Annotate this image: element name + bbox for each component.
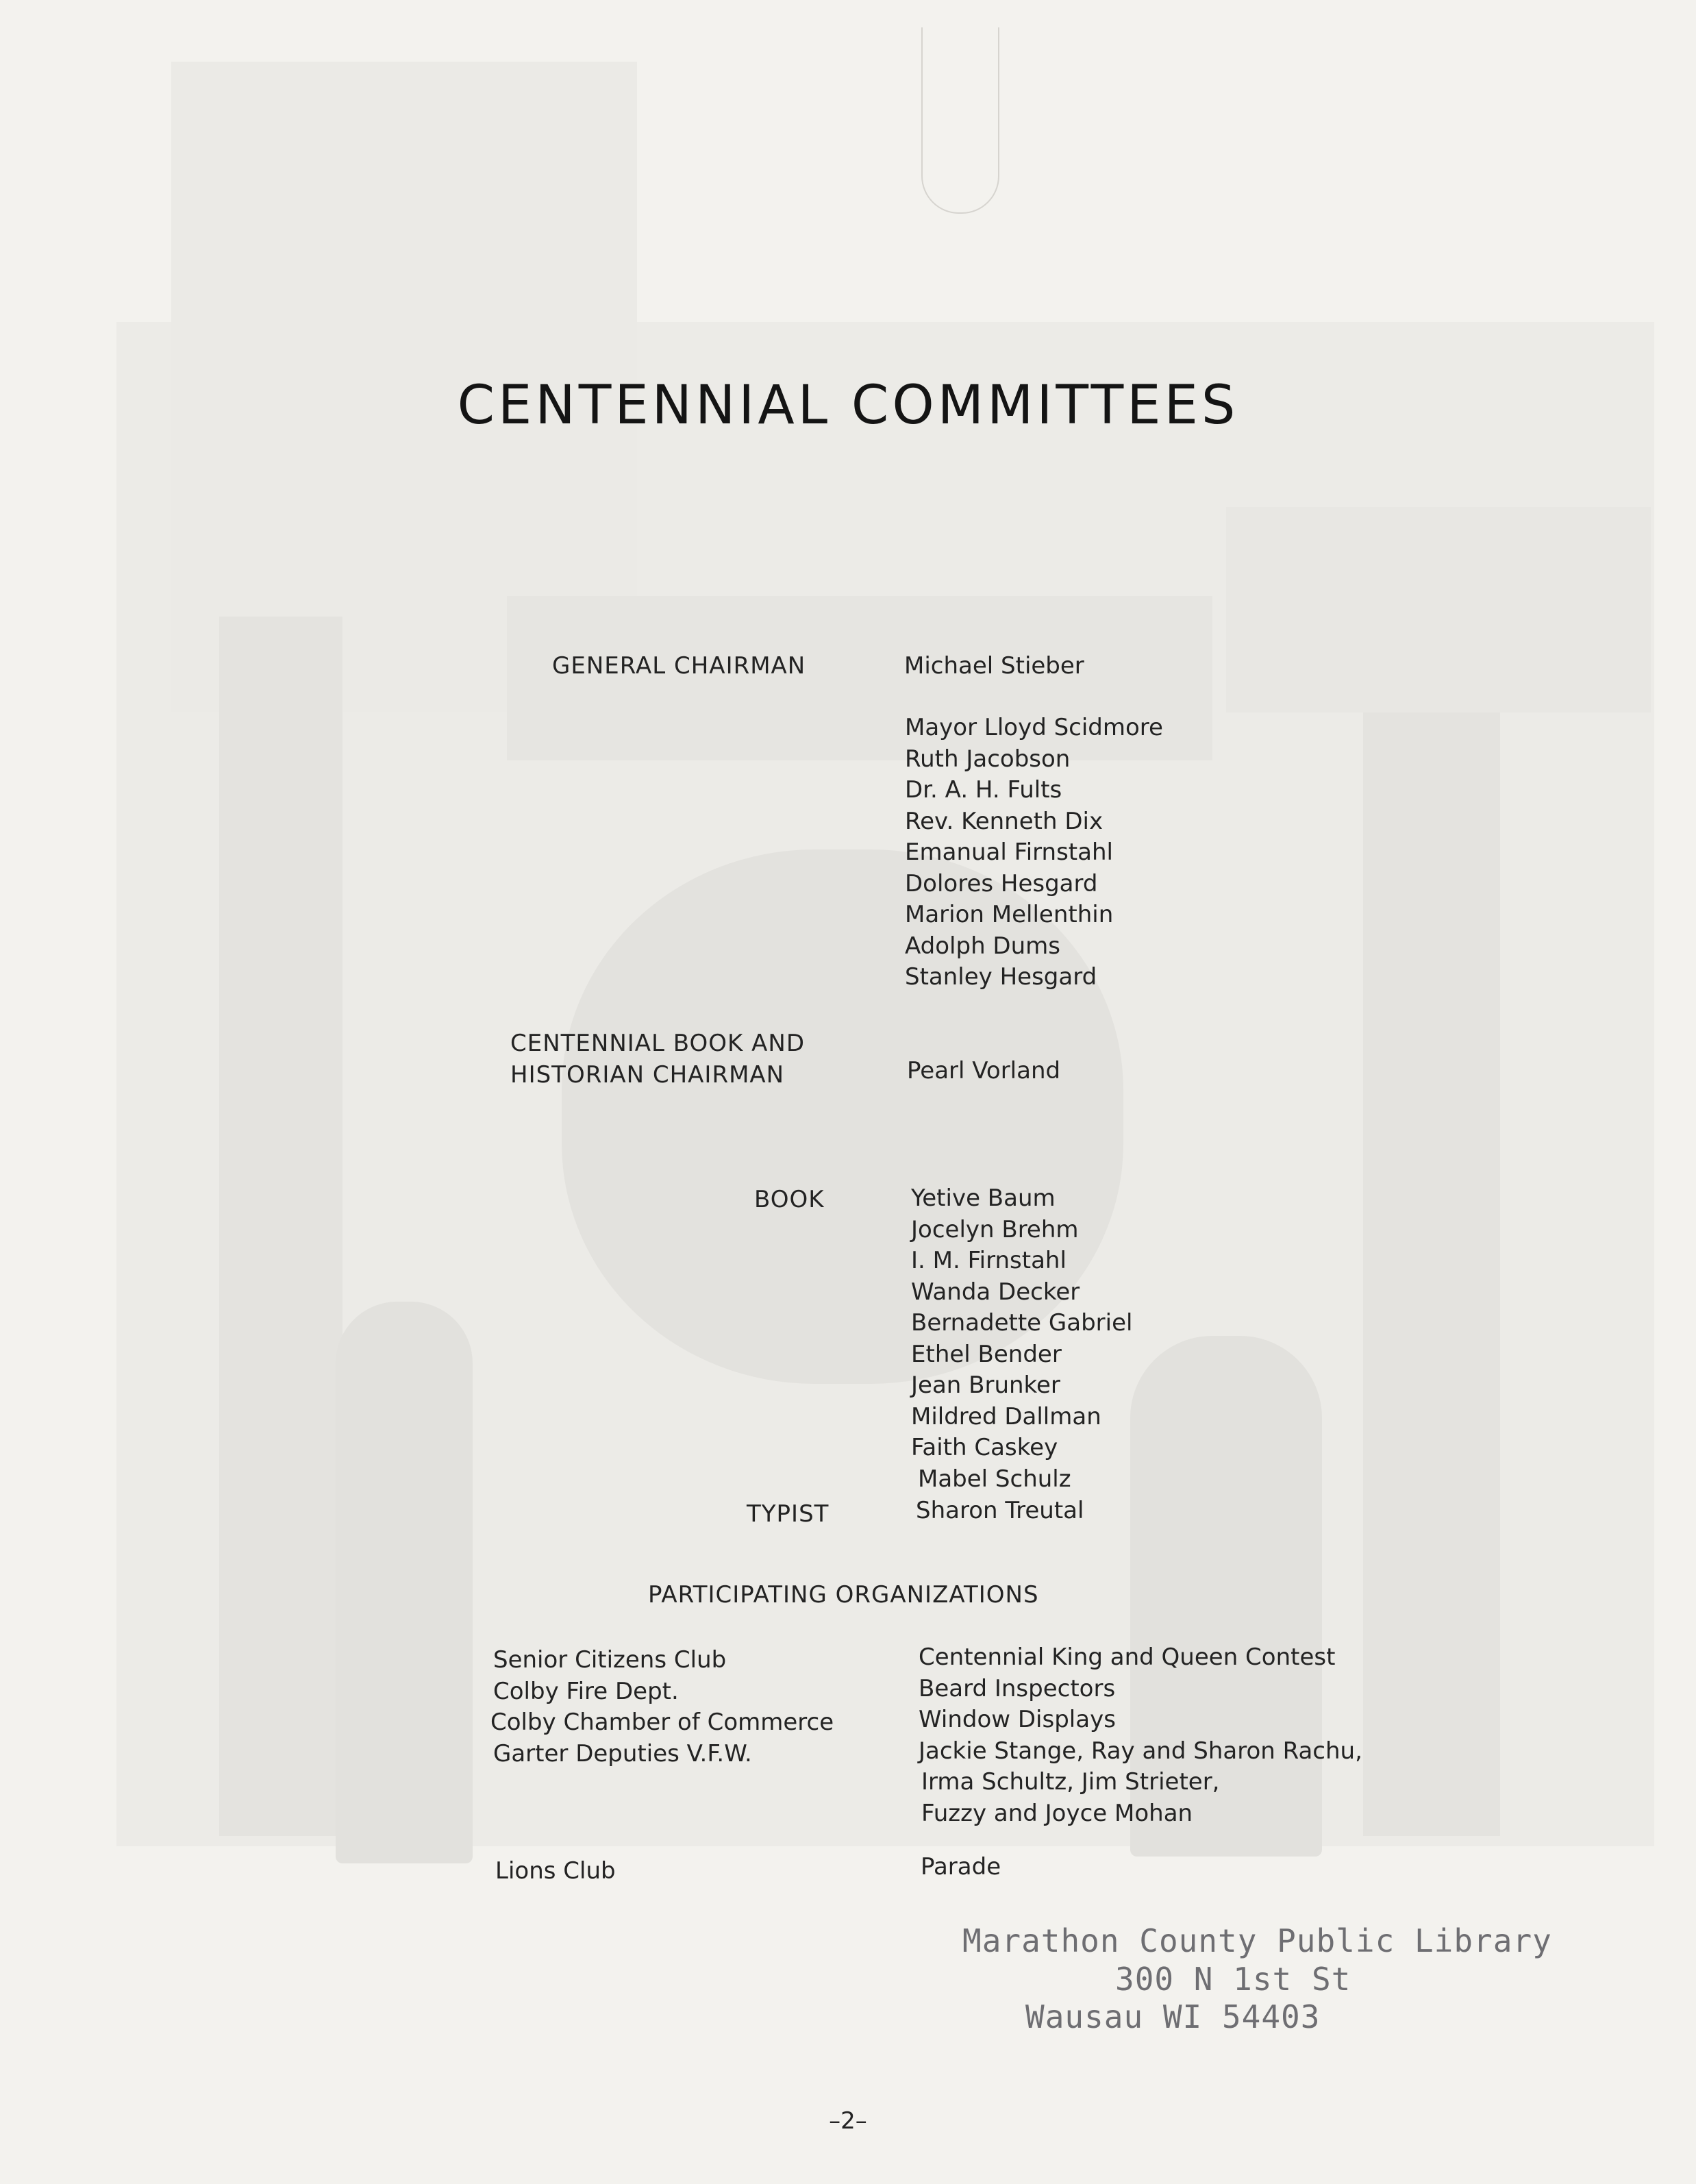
book-historian-label-line: CENTENNIAL BOOK AND	[510, 1030, 806, 1057]
list-item: Faith Caskey	[911, 1434, 1058, 1461]
list-item: Bernadette Gabriel	[911, 1309, 1133, 1337]
list-item: Mabel Schulz	[918, 1465, 1071, 1493]
library-stamp-line: 300 N 1st St	[1115, 1961, 1351, 1998]
list-item: Adolph Dums	[905, 932, 1060, 960]
book-committee-list	[911, 1183, 1132, 1495]
bleed-through-post	[219, 617, 342, 1836]
list-item: Ethel Bender	[911, 1340, 1062, 1368]
list-item: Rev. Kenneth Dix	[905, 807, 1103, 835]
library-stamp-line: Wausau WI 54403	[1025, 1998, 1321, 2035]
organization-list	[490, 1645, 834, 1770]
list-item: Centennial King and Queen Contest	[919, 1643, 1336, 1671]
list-item: Mayor Lloyd Scidmore	[905, 714, 1163, 741]
list-item: Stanley Hesgard	[905, 963, 1097, 991]
list-item: Dr. A. H. Fults	[905, 776, 1062, 804]
page-number: –2–	[829, 2107, 867, 2135]
typist-label: TYPIST	[747, 1500, 830, 1528]
list-item: Mildred Dallman	[911, 1402, 1101, 1430]
paper-clip-mark	[921, 27, 999, 214]
book-historian-label	[510, 1028, 805, 1091]
list-item: Jackie Stange, Ray and Sharon Rachu,	[919, 1737, 1362, 1765]
list-item: Marion Mellenthin	[905, 901, 1114, 928]
participating-heading: PARTICIPATING ORGANIZATIONS	[648, 1581, 1039, 1609]
list-item: Yetive Baum	[911, 1184, 1056, 1212]
list-item: Jean Brunker	[911, 1372, 1060, 1399]
list-item: Beard Inspectors	[919, 1674, 1116, 1702]
lions-club: Lions Club	[495, 1857, 616, 1885]
list-item: Emanual Firnstahl	[905, 839, 1113, 866]
book-historian-chairman-name: Pearl Vorland	[907, 1057, 1061, 1084]
list-item: Colby Chamber of Commerce	[490, 1709, 834, 1736]
typist-name: Sharon Treutal	[916, 1497, 1084, 1524]
bleed-through-figure	[336, 1302, 473, 1863]
list-item: Irma Schultz, Jim Strieter,	[921, 1768, 1220, 1796]
list-item: Wanda Decker	[911, 1278, 1080, 1306]
book-committee-label: BOOK	[754, 1186, 825, 1213]
list-item: Ruth Jacobson	[905, 745, 1071, 773]
page-title: CENTENNIAL COMMITTEES	[457, 375, 1239, 437]
bleed-through-post	[1363, 706, 1500, 1836]
bleed-through-sign	[1226, 507, 1651, 712]
activity-list	[919, 1642, 1362, 1829]
general-chairman-name: Michael Stieber	[904, 652, 1084, 680]
library-stamp-line: Marathon County Public Library	[962, 1922, 1552, 1959]
parade: Parade	[921, 1853, 1001, 1881]
book-historian-label-line: HISTORIAN CHAIRMAN	[510, 1061, 785, 1089]
list-item: I. M. Firnstahl	[911, 1247, 1067, 1274]
general-chairman-label: GENERAL CHAIRMAN	[552, 652, 806, 680]
list-item: Senior Citizens Club	[493, 1646, 727, 1674]
list-item: Fuzzy and Joyce Mohan	[921, 1799, 1193, 1827]
list-item: Dolores Hesgard	[905, 869, 1098, 897]
list-item: Window Displays	[919, 1706, 1116, 1733]
general-committee-list	[905, 712, 1163, 993]
list-item: Garter Deputies V.F.W.	[493, 1739, 752, 1767]
list-item: Colby Fire Dept.	[493, 1677, 679, 1705]
list-item: Jocelyn Brehm	[911, 1215, 1079, 1243]
